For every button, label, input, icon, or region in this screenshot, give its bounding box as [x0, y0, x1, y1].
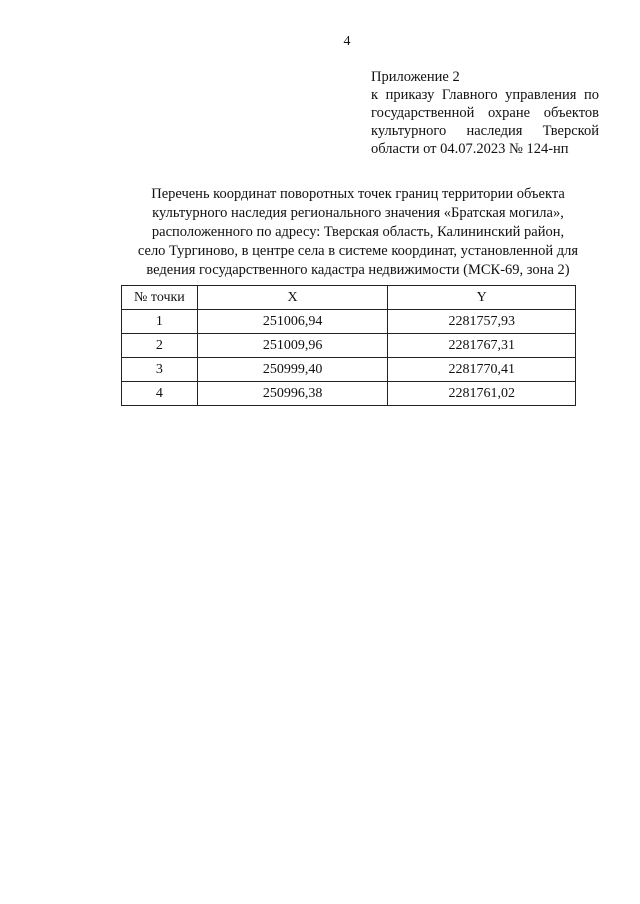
heading-line: Перечень координат поворотных точек границ территории объекта	[151, 186, 565, 202]
table-header-row	[122, 286, 576, 310]
cell-point-number: 1	[122, 310, 198, 334]
page-number: 4	[343, 34, 351, 49]
cell-x: 250996,38	[197, 382, 388, 406]
heading-line: культурного наследия регионального значения «Братская могила»,	[152, 205, 564, 221]
cell-x: 251009,96	[197, 334, 388, 358]
table-row	[122, 358, 576, 382]
heading-line: ведения государственного кадастра недвижимости (МСК-69, зона 2)	[146, 262, 570, 278]
document-heading	[108, 185, 608, 280]
heading-line: село Тургиново, в центре села в системе координат, установленной для	[137, 243, 579, 259]
cell-y: 2281767,31	[388, 334, 576, 358]
header-y: Y	[388, 286, 576, 310]
cell-point-number: 3	[122, 358, 198, 382]
table-row	[122, 310, 576, 334]
table-row	[122, 334, 576, 358]
appendix-title: Приложение 2	[371, 69, 460, 85]
table-row	[122, 382, 576, 406]
cell-y: 2281761,02	[388, 382, 576, 406]
cell-y: 2281770,41	[388, 358, 576, 382]
appendix-block	[371, 68, 599, 158]
cell-x: 250999,40	[197, 358, 388, 382]
cell-point-number: 2	[122, 334, 198, 358]
appendix-order-reference: к приказу Главного управления по государственной охране объектов культурного наследия Тверской области от 04.07.2023 № 124-нп	[371, 87, 599, 157]
coordinates-table	[121, 285, 576, 406]
header-x: X	[197, 286, 388, 310]
cell-x: 251006,94	[197, 310, 388, 334]
heading-line: расположенного по адресу: Тверская область, Калининский район,	[151, 224, 565, 240]
cell-point-number: 4	[122, 382, 198, 406]
header-point-number: № точки	[122, 286, 198, 310]
cell-y: 2281757,93	[388, 310, 576, 334]
